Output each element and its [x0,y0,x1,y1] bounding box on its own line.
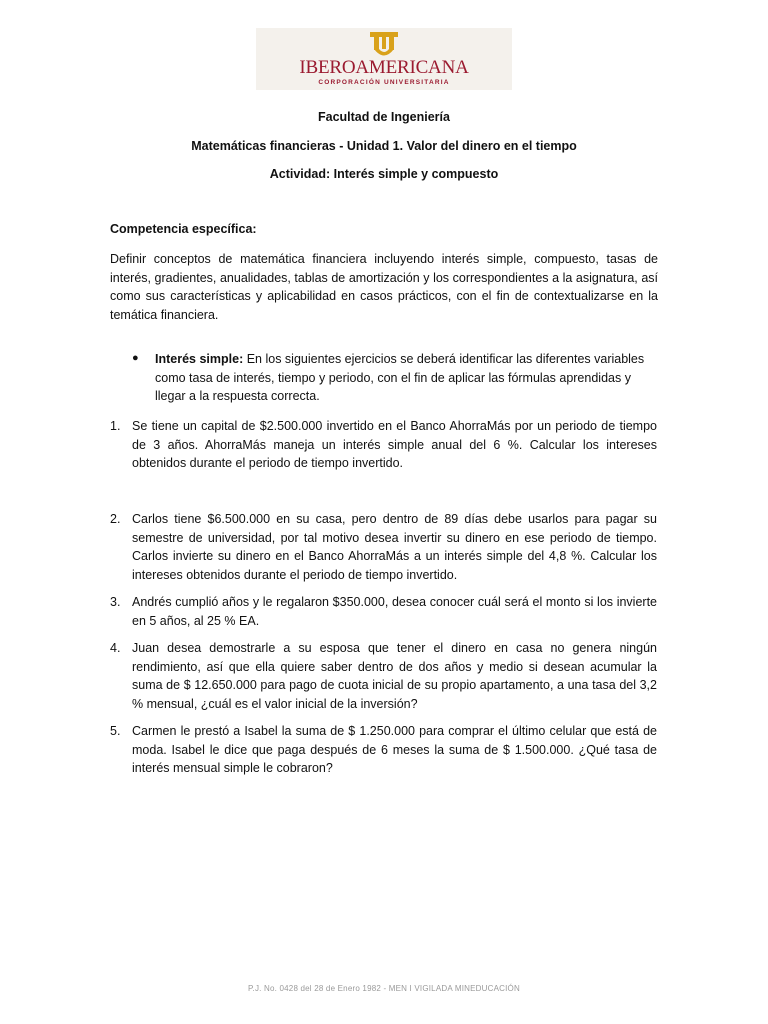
bullet-lead: Interés simple: [155,352,244,366]
bullet-icon: ● [132,352,139,364]
faculty-title: Facultad de Ingeniería [318,110,450,124]
exercise-text: Carmen le prestó a Isabel la suma de $ 1.250.000 para comprar el último celular que está de moda. Isabel le dice que paga después de 6 meses la suma de $ 1.500.000. ¿Qué tasa de interés mensual simple le cobraron? [132,724,657,775]
exercise-number: 1. [110,419,121,433]
bullet-body: En los siguientes ejercicios se deberá identificar las diferentes variables como tasa de interés, tiempo y periodo, con el fin de aplicar las fórmulas aprendidas y llegar a la respuesta correcta. [155,352,645,403]
exercise-number: 3. [110,595,121,609]
bullet-paragraph [155,350,660,406]
logo-name: IBEROAMERICANA [299,57,469,78]
exercise-text: Se tiene un capital de $2.500.000 invertido en el Banco AhorraMás por un periodo de tiempo de 3 años. AhorraMás maneja un interés simple anual del 6 %. Calcular los intereses obtenidos durante el periodo de tiempo invertido. [132,419,657,470]
exercise-text: Carlos tiene $6.500.000 en su casa, pero dentro de 89 días debe usarlos para pagar su semestre de universidad, por tal motivo desea invertir su dinero en ese periodo de tiempo. Carlos invierte su dinero en el Banco AhorraMás a un interés simple del 4,8 %. Calcular los intereses obtenidos durante el periodo de tiempo invertido. [132,512,657,582]
course-title: Matemáticas financieras - Unidad 1. Valor del dinero en el tiempo [191,139,577,153]
activity-title: Actividad: Interés simple y compuesto [269,167,499,181]
university-logo [256,28,512,90]
exercise-number: 4. [110,641,121,655]
exercise-number: 2. [110,512,121,526]
logo-subtitle: CORPORACIÓN UNIVERSITARIA [318,79,450,86]
competencia-heading: Competencia específica: [110,222,257,236]
exercise-number: 5. [110,724,121,738]
exercise-text: Andrés cumplió años y le regalaron $350.000, desea conocer cuál será el monto si los invierte en 5 años, al 25 % EA. [132,595,657,628]
university-emblem-icon [368,32,400,58]
exercise-text: Juan desea demostrarle a su esposa que tener el dinero en casa no genera ningún rendimiento, así que ella quiere saber dentro de dos años y medio si desean acumular la suma de $ 12.650.000 para pago de cuota inicial de su propio apartamento, a una tasa del 3,2 % mensual, ¿cuál es el valor inicial de la inversión? [132,641,657,711]
competencia-text: Definir conceptos de matemática financiera incluyendo interés simple, compuesto, tasas de interés, gradientes, anualidades, tablas de amortización y los correspondientes a la asignatura, así como sus características y aplicabilidad en casos prácticos, con el fin de contextualizarse en la temática financiera. [110,252,658,322]
page-footer: P.J. No. 0428 del 28 de Enero 1982 - MEN I VIGILADA MINEDUCACIÓN [248,984,520,993]
